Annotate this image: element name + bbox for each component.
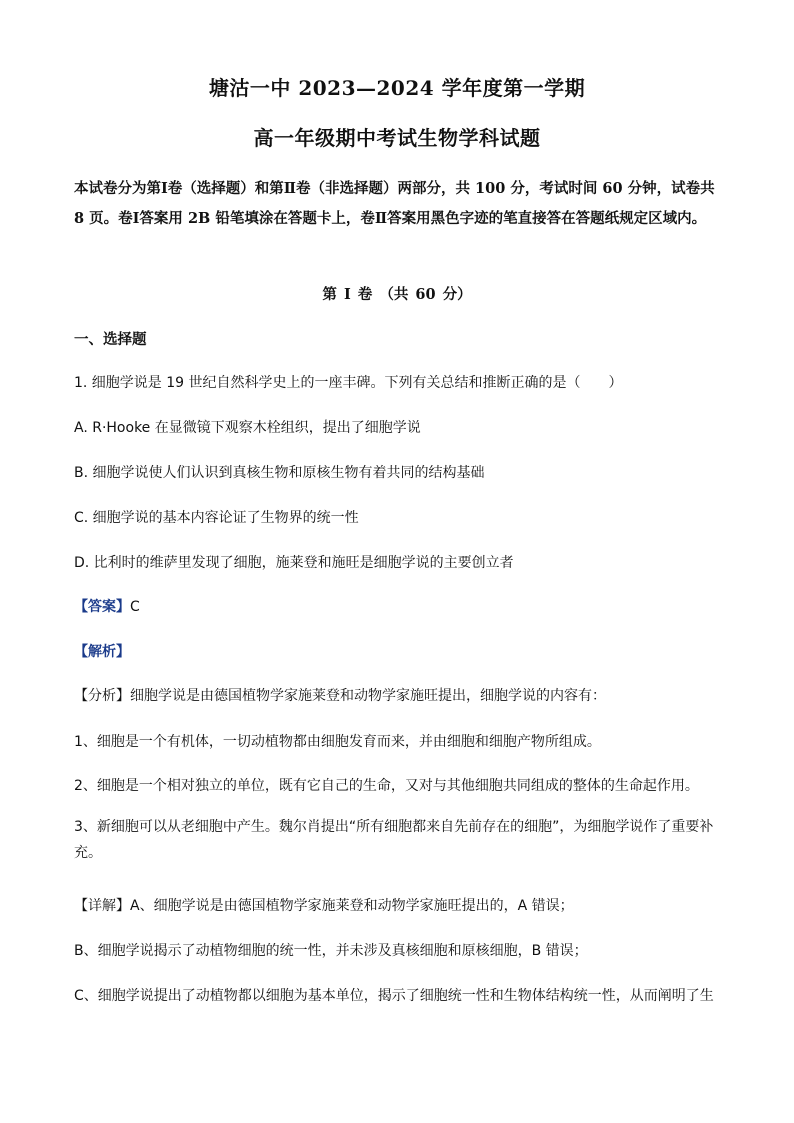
option-a: A. R·Hooke 在显微镜下观察木栓组织，提出了细胞学说 bbox=[74, 420, 421, 436]
answer-tag: 【答案】 bbox=[74, 599, 130, 615]
question-stem: 1. 细胞学说是 19 世纪自然科学史上的一座丰碑。下列有关总结和推断正确的是（ ） bbox=[74, 375, 623, 391]
analysis-tag: 【解析】 bbox=[74, 644, 130, 660]
analysis-intro-text: 细胞学说是由德国植物学家施莱登和动物学家施旺提出，细胞学说的内容有： bbox=[130, 688, 606, 704]
analysis-intro bbox=[74, 685, 606, 705]
answer-value: C bbox=[130, 599, 140, 615]
analysis-heading bbox=[74, 641, 130, 661]
analysis-intro-tag: 【分析】 bbox=[74, 688, 130, 704]
detail-line-a bbox=[74, 895, 574, 915]
exam-title-subject: 高一年级期中考试生物学科试题 bbox=[253, 126, 541, 150]
exam-instructions: 本试卷分为第Ⅰ卷（选择题）和第Ⅱ卷（非选择题）两部分，共 100 分，考试时间 60 分钟，试卷共 8 页。卷Ⅰ答案用 2B 铅笔填涂在答题卡上，卷Ⅱ答案用黑色字迹的笔直接答在答题纸规定区域内。 bbox=[74, 180, 715, 227]
answer-line bbox=[74, 596, 140, 616]
analysis-point-1: 1、细胞是一个有机体，一切动植物都由细胞发育而来，并由细胞和细胞产物所组成。 bbox=[74, 734, 601, 750]
analysis-point-3: 3、新细胞可以从老细胞中产生。魏尔肖提出“所有细胞都来自先前存在的细胞”，为细胞学说作了重要补充。 bbox=[74, 819, 714, 861]
option-d: D. 比利时的维萨里发现了细胞，施莱登和施旺是细胞学说的主要创立者 bbox=[74, 555, 514, 571]
detail-tag: 【详解】 bbox=[74, 898, 130, 914]
exam-title-school: 塘沽一中 2023—2024 学年度第一学期 bbox=[208, 76, 586, 100]
option-b: B. 细胞学说使人们认识到真核生物和原核生物有着共同的结构基础 bbox=[74, 465, 485, 481]
detail-line-c: C、细胞学说提出了动植物都以细胞为基本单位，揭示了细胞统一性和生物体结构统一性，从而阐明了生 bbox=[74, 988, 714, 1004]
analysis-point-2: 2、细胞是一个相对独立的单位，既有它自己的生命，又对与其他细胞共同组成的整体的生命起作用。 bbox=[74, 778, 699, 794]
option-c: C. 细胞学说的基本内容论证了生物界的统一性 bbox=[74, 510, 359, 526]
section-title: 第 Ⅰ 卷 （共 60 分） bbox=[322, 286, 472, 303]
part-heading: 一、选择题 bbox=[74, 331, 147, 348]
detail-line-b: B、细胞学说揭示了动植物细胞的统一性，并未涉及真核细胞和原核细胞，B 错误； bbox=[74, 943, 588, 959]
detail-text-a: A、细胞学说是由德国植物学家施莱登和动物学家施旺提出的，A 错误； bbox=[130, 898, 574, 914]
